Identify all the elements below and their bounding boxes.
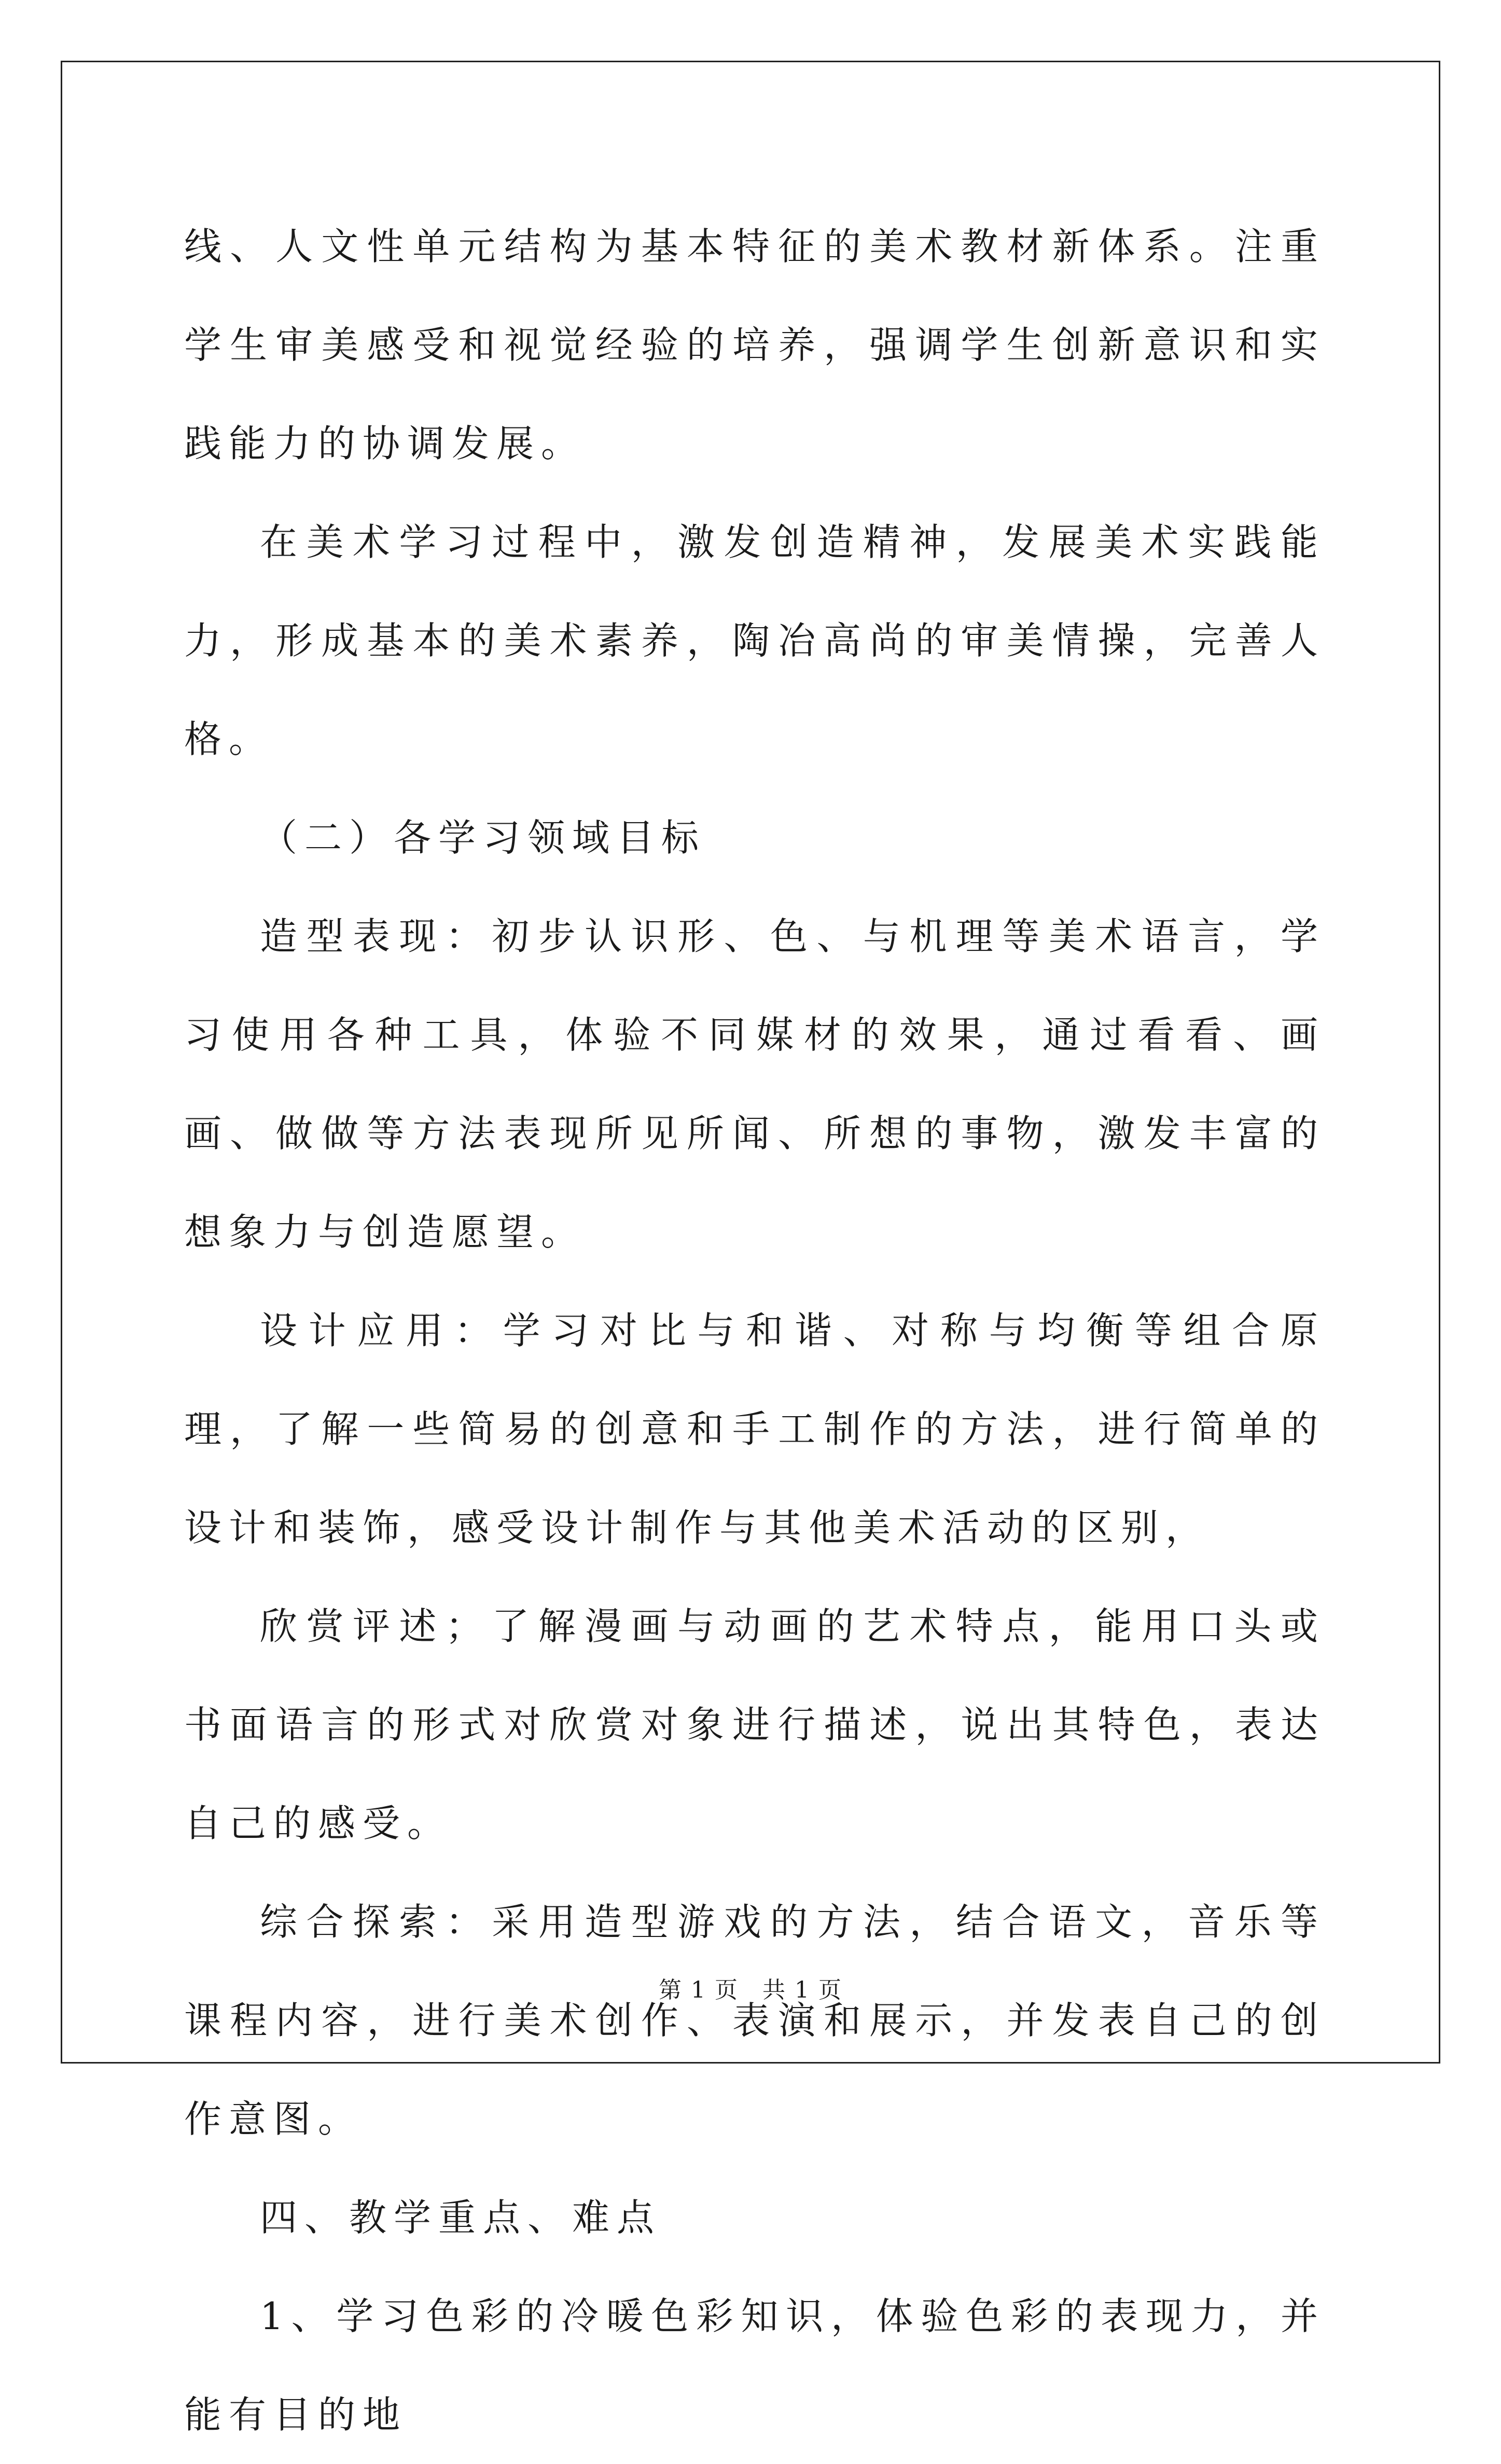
paragraph-appreciation: 欣赏评述；了解漫画与动画的艺术特点，能用口头或书面语言的形式对欣赏对象进行描述，说出其特色，表达自己的感受。 xyxy=(184,1604,1325,1845)
paragraph-1: 线、人文性单元结构为基本特征的美术教材新体系。注重学生审美感受和视觉经验的培养，强调学生创新意识和实践能力的协调发展。 xyxy=(184,225,1325,465)
page-number-footer: 第 1 页 共 1 页 xyxy=(659,1977,842,2003)
document-body xyxy=(184,197,1325,2464)
section-heading-key-points: 四、教学重点、难点 xyxy=(260,2196,662,2239)
section-heading-goals: （二）各学习领域目标 xyxy=(260,816,706,860)
paragraph-2: 在美术学习过程中，激发创造精神，发展美术实践能力，形成基本的美术素养，陶冶高尚的审美情操，完善人格。 xyxy=(184,520,1325,761)
paragraph-key-point-1: 1、学习色彩的冷暖色彩知识，体验色彩的表现力，并能有目的地 xyxy=(184,2294,1325,2437)
paragraph-exploration: 综合探索：采用造型游戏的方法，结合语文，音乐等课程内容，进行美术创作、表演和展示，并发表自己的创作意图。 xyxy=(184,1900,1325,2141)
paragraph-modeling: 造型表现：初步认识形、色、与机理等美术语言，学习使用各种工具，体验不同媒材的效果，通过看看、画画、做做等方法表现所见所闻、所想的事物，激发丰富的想象力与创造愿望。 xyxy=(184,915,1325,1254)
paragraph-design: 设计应用：学习对比与和谐、对称与均衡等组合原理，了解一些简易的创意和手工制作的方法，进行简单的设计和装饰，感受设计制作与其他美术活动的区别， xyxy=(184,1309,1325,1549)
